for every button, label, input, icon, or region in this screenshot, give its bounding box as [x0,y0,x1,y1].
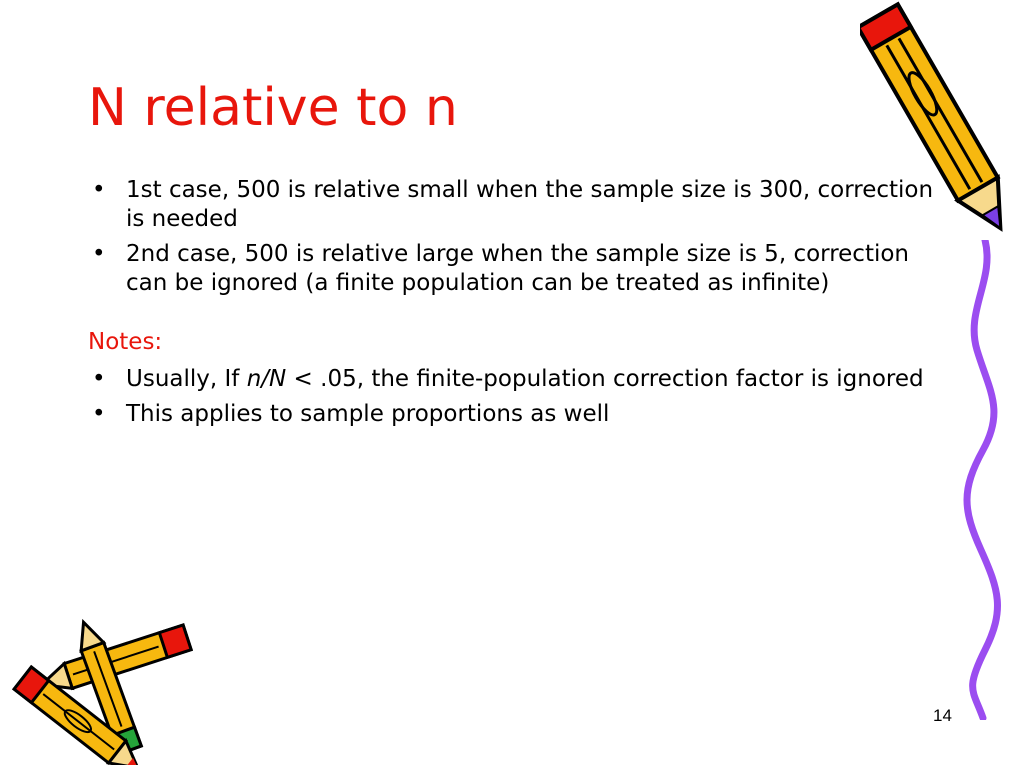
bullet-text: 1st case, 500 is relative small when the sample size is 300, correction is needed [126,177,934,232]
note-suffix: < .05, the finite-population correction factor is ignored [286,366,924,392]
bullet-marker: • [92,241,106,267]
ratio-term: n/N [246,366,287,392]
pencil-icon [860,0,1024,245]
bullet-marker: • [92,401,106,427]
list-item [88,240,948,298]
bullet-marker: • [92,177,106,203]
bullet-text: 2nd case, 500 is relative large when the sample size is 5, correction can be ignored (a finite population can be treated as infinite) [126,241,910,296]
bullet-list [88,176,948,298]
page-number: 14 [933,706,952,725]
list-item [88,400,948,429]
bullet-marker: • [92,366,106,392]
pencil-pair-icon [0,615,210,765]
notes-heading: Notes: [88,329,163,355]
squiggle-line [955,240,1015,720]
slide-title: N relative to n [88,78,458,138]
note-text [126,366,924,392]
list-item [88,176,948,234]
slide-body [88,176,948,435]
notes-list [88,365,948,429]
note-prefix: Usually, If [126,366,247,392]
list-item [88,365,948,394]
note-text: This applies to sample proportions as well [126,401,610,427]
